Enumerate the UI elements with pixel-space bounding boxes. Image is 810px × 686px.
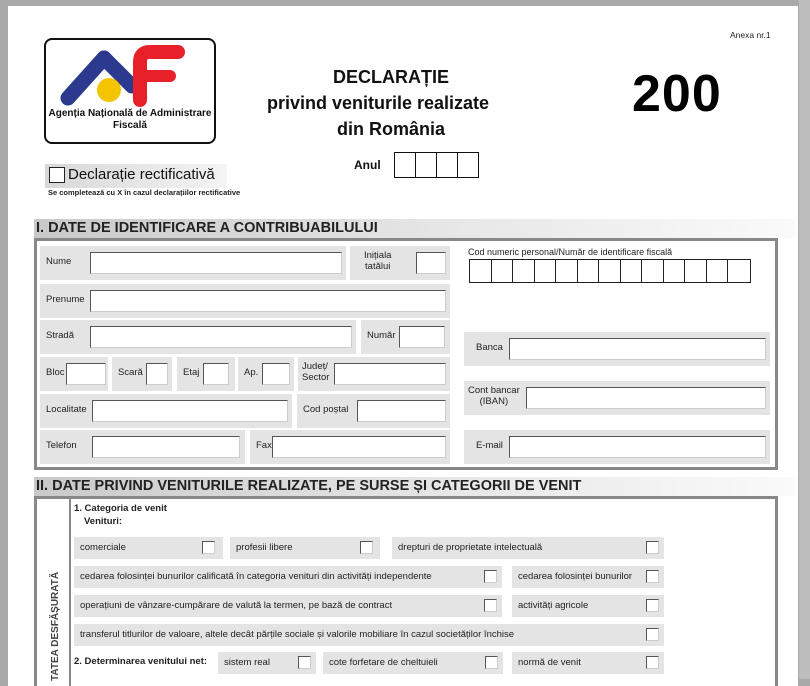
rectificativa-checkbox[interactable]: [49, 167, 65, 183]
initiala-label-line2: tatălui: [365, 261, 391, 272]
option-sistem-real[interactable]: [218, 652, 316, 674]
cnp-digit-box[interactable]: [513, 260, 535, 282]
scara-input[interactable]: [146, 363, 168, 385]
option-checkbox[interactable]: [202, 541, 215, 554]
etaj-row: [177, 357, 235, 391]
section2-title: II. DATE PRIVIND VENITURILE REALIZATE, PE SURSE ȘI CATEGORII DE VENIT: [34, 477, 794, 496]
option-checkbox[interactable]: [646, 628, 659, 641]
numar-row: [361, 320, 450, 354]
prenume-label: Prenume: [46, 294, 85, 305]
judet-label: [302, 361, 329, 383]
judet-row: [298, 357, 450, 391]
option-checkbox[interactable]: [646, 570, 659, 583]
title-line3: din România: [336, 119, 445, 139]
ap-input[interactable]: [262, 363, 290, 385]
cnp-digit-box[interactable]: [599, 260, 621, 282]
option-label: profesii libere: [236, 542, 293, 553]
year-digit-box[interactable]: [395, 153, 416, 177]
cod-postal-row: [297, 394, 450, 428]
cod-postal-label: Cod poștal: [303, 404, 349, 415]
option-label: drepturi de proprietate intelectuală: [398, 542, 543, 553]
localitate-input[interactable]: [92, 400, 288, 422]
year-digit-box[interactable]: [416, 153, 437, 177]
initiala-label: [364, 250, 391, 272]
year-digit-box[interactable]: [458, 153, 478, 177]
option-checkbox[interactable]: [646, 656, 659, 669]
cnp-digit-box[interactable]: [664, 260, 686, 282]
option-checkbox[interactable]: [485, 656, 498, 669]
cnp-digit-box[interactable]: [621, 260, 643, 282]
rectificativa-option[interactable]: [45, 164, 227, 188]
form-page: [8, 6, 798, 686]
annex-label: Anexa nr.1: [730, 30, 771, 40]
option-valuta[interactable]: [74, 595, 502, 617]
rectificativa-label: Declarație rectificativă: [68, 166, 215, 183]
etaj-label: Etaj: [183, 367, 200, 378]
year-digit-box[interactable]: [437, 153, 458, 177]
option-label: comerciale: [80, 542, 126, 553]
email-row: [464, 430, 770, 464]
section1-title: I. DATE DE IDENTIFICARE A CONTRIBUABILULUI: [34, 219, 794, 238]
title-line1: DECLARAȚIE: [333, 67, 449, 87]
strada-row: [40, 320, 356, 354]
net-heading: 2. Determinarea venitului net:: [74, 656, 208, 667]
section2-side-label: TATEA DESFĂȘURATĂ: [50, 571, 61, 681]
telefon-input[interactable]: [92, 436, 240, 458]
judet-label-line1: Județ/: [302, 361, 328, 372]
ap-label: Ap.: [244, 367, 259, 378]
prenume-row: [40, 284, 450, 318]
logo-text: [46, 108, 214, 132]
ap-row: [238, 357, 294, 391]
fax-input[interactable]: [272, 436, 446, 458]
localitate-label: Localitate: [46, 404, 87, 415]
bloc-row: [40, 357, 108, 391]
iban-input[interactable]: [526, 387, 766, 409]
nume-row: [40, 246, 346, 280]
fax-label: Fax: [256, 440, 272, 451]
scara-label: Scară: [118, 367, 143, 378]
fax-row: [250, 430, 450, 464]
nume-label: Nume: [46, 256, 72, 267]
option-label: sistem real: [224, 657, 270, 668]
banca-row: [464, 332, 770, 366]
option-comerciale[interactable]: [74, 537, 223, 559]
initiala-row: [350, 246, 450, 280]
logo-text-line1: Agenția Națională de Administrare: [48, 108, 212, 119]
iban-label-line2: (IBAN): [479, 396, 509, 407]
year-input[interactable]: [394, 152, 479, 178]
strada-input[interactable]: [90, 326, 352, 348]
option-checkbox[interactable]: [484, 599, 497, 612]
email-input[interactable]: [509, 436, 766, 458]
option-label: cedarea folosinței bunurilor: [518, 571, 633, 582]
title-line2: privind veniturile realizate: [266, 93, 490, 113]
form-number: 200: [632, 65, 722, 123]
prenume-input[interactable]: [90, 290, 446, 312]
numar-input[interactable]: [399, 326, 445, 348]
banca-label: Banca: [476, 342, 503, 353]
cnp-digit-box[interactable]: [470, 260, 492, 282]
cnp-digit-box[interactable]: [578, 260, 600, 282]
option-cote-forfetare[interactable]: [323, 652, 503, 674]
bloc-input[interactable]: [66, 363, 106, 385]
option-agricole[interactable]: [512, 595, 664, 617]
cnp-digit-box[interactable]: [685, 260, 707, 282]
cnp-digit-box[interactable]: [728, 260, 750, 282]
option-checkbox[interactable]: [298, 656, 311, 669]
banca-input[interactable]: [509, 338, 766, 360]
judet-label-line2: Sector: [302, 372, 330, 383]
option-label: normă de venit: [518, 657, 581, 668]
year-label: Anul: [354, 158, 381, 172]
iban-label: [468, 385, 520, 407]
cnp-digit-box[interactable]: [535, 260, 557, 282]
option-label: cote forfetare de cheltuieli: [329, 657, 438, 668]
strada-label: Stradă: [46, 330, 74, 341]
anaf-logo: [44, 38, 216, 144]
cnp-digit-box[interactable]: [707, 260, 729, 282]
logo-text-line2: Fiscală: [113, 120, 147, 131]
initiala-input[interactable]: [416, 252, 446, 274]
section2-side-column: [37, 499, 71, 686]
etaj-input[interactable]: [203, 363, 229, 385]
venituri-label: Venituri:: [84, 516, 123, 527]
cnp-digit-box[interactable]: [556, 260, 578, 282]
anaf-logo-icon: [46, 40, 214, 110]
cnp-digit-box[interactable]: [492, 260, 514, 282]
option-cedarea-calificata[interactable]: [74, 566, 502, 588]
option-label: activități agricole: [518, 600, 589, 611]
telefon-row: [40, 430, 245, 464]
viewer-right-edge: [799, 0, 810, 679]
nume-input[interactable]: [90, 252, 342, 274]
bloc-label: Bloc: [46, 367, 65, 378]
iban-label-line1: Cont bancar: [468, 385, 520, 396]
judet-input[interactable]: [334, 363, 446, 385]
option-norma-venit[interactable]: [512, 652, 664, 674]
cnp-input[interactable]: [469, 259, 751, 283]
option-checkbox[interactable]: [646, 541, 659, 554]
option-drepturi[interactable]: [392, 537, 664, 559]
option-checkbox[interactable]: [360, 541, 373, 554]
telefon-label: Telefon: [46, 440, 77, 451]
scara-row: [112, 357, 172, 391]
option-label: cedarea folosinței bunurilor calificată în categoria venituri din activități independente: [80, 571, 432, 582]
option-label: operațiuni de vânzare-cumpărare de valută la termen, pe bază de contract: [80, 600, 393, 611]
email-label: E-mail: [476, 440, 503, 451]
iban-row: [464, 381, 770, 415]
option-profesii-libere[interactable]: [230, 537, 380, 559]
rectificativa-note: Se completează cu X în cazul declarațiilor rectificative: [48, 188, 241, 197]
option-checkbox[interactable]: [646, 599, 659, 612]
option-checkbox[interactable]: [484, 570, 497, 583]
option-cedarea[interactable]: [512, 566, 664, 588]
localitate-row: [40, 394, 292, 428]
cnp-label: Cod numeric personal/Număr de identificare fiscală: [468, 247, 673, 257]
cnp-digit-box[interactable]: [642, 260, 664, 282]
form-title: [258, 64, 498, 142]
initiala-label-line1: Inițiala: [364, 250, 392, 261]
numar-label: Număr: [367, 330, 396, 341]
option-label: transferul titlurilor de valoare, altele decât părțile sociale și valorile mobiliare în cazul societăților închise: [80, 629, 515, 640]
category-heading: 1. Categoria de venit: [74, 503, 167, 514]
option-transferul[interactable]: [74, 624, 664, 646]
cod-postal-input[interactable]: [357, 400, 446, 422]
